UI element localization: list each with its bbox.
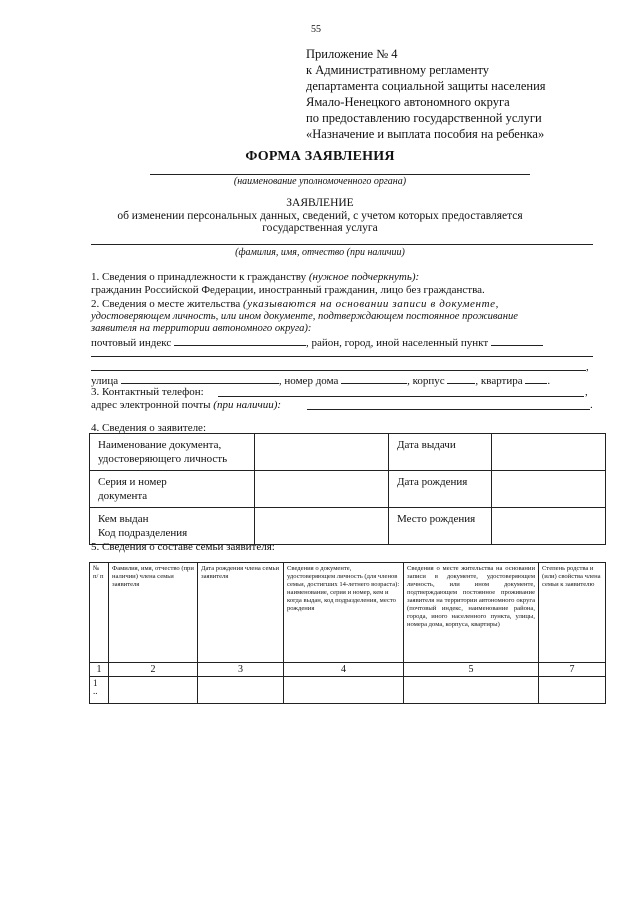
row-number-dots: .. <box>93 686 98 696</box>
issued-by-line: Кем выдан <box>98 513 149 525</box>
issued-by-field[interactable] <box>255 508 389 545</box>
address-line[interactable] <box>91 356 593 357</box>
applicant-table <box>89 433 606 545</box>
family-table <box>89 562 606 704</box>
series-line: Серия и номер <box>98 476 167 488</box>
section2-hint: (указываются на основании записи в документе, <box>243 298 499 310</box>
residence-cell[interactable] <box>404 677 539 704</box>
apartment-field[interactable] <box>525 374 547 384</box>
series-label <box>90 471 255 508</box>
appendix-line: по предоставлению государственной услуги <box>306 111 542 125</box>
birth-date-field[interactable] <box>492 471 606 508</box>
doc-name-label <box>90 434 255 471</box>
email-label: адрес электронной почты <box>91 399 211 411</box>
header-document: Сведения о документе, удостоверяющем личность (для членов семьи, достигших 14-летнего возраста): наименование, серия и номер, кем и когда выдан, код подразделения, место рождения <box>284 563 404 663</box>
phone-field[interactable] <box>218 396 584 397</box>
postal-row <box>91 336 543 349</box>
appendix-line: департамента социальной защиты населения <box>306 79 546 93</box>
appendix-title: Приложение № 4 <box>306 47 398 61</box>
email-row <box>91 399 281 411</box>
kinship-cell[interactable] <box>539 677 606 704</box>
header-birth-date: Дата рождения члена семьи заявителя <box>198 563 284 663</box>
authority-line[interactable] <box>150 174 530 175</box>
series-line: документа <box>98 490 148 502</box>
appendix-line: Ямало-Ненецкого автономного округа <box>306 95 510 109</box>
section4-label: 4. Сведения о заявителе: <box>91 422 207 434</box>
section1-hint: (нужное подчеркнуть): <box>308 271 420 283</box>
doc-name-field[interactable] <box>255 434 389 471</box>
birth-date-cell[interactable] <box>198 677 284 704</box>
authority-caption: (наименование уполномоченного органа) <box>233 176 407 187</box>
section2-label <box>91 298 593 310</box>
birth-date-label: Дата рождения <box>389 471 492 508</box>
building-label: , корпус <box>407 375 445 387</box>
section2-title: 2. Сведения о месте жительства <box>91 298 241 310</box>
comma: , <box>585 386 588 398</box>
row-number-digit: 1 <box>93 678 98 688</box>
document-cell[interactable] <box>284 677 404 704</box>
col-number: 4 <box>284 663 404 677</box>
postal-index-label: почтовый индекс <box>91 337 172 349</box>
section5-label: 5. Сведения о составе семьи заявителя: <box>91 541 275 553</box>
header-residence: Сведения о месте жительства на основании записи в документе, удостоверяющем личность, или ином документе, подтверждающем постоянное проживание заявителя на территории автономного округа (почтовый индекс, наименование района, города, иного населенного пункта, улицы, номера дома, корпуса, квартиры) <box>404 563 539 663</box>
phone-label: 3. Контактный телефон: <box>91 386 204 398</box>
issue-date-label: Дата выдачи <box>389 434 492 471</box>
col-number: 2 <box>109 663 198 677</box>
house-label: , номер дома <box>278 375 339 387</box>
section2-hint: заявителя на территории автономного округа): <box>91 323 312 334</box>
appendix-line: к Административному регламенту <box>306 63 490 77</box>
street-label: улица <box>91 375 119 387</box>
division-code-line: Код подразделения <box>98 527 188 539</box>
form-title: ФОРМА ЗАЯВЛЕНИЯ <box>245 149 395 164</box>
col-number: 7 <box>539 663 606 677</box>
comma: , <box>586 361 589 373</box>
header-number: № п/ п <box>90 563 109 663</box>
section2-hint: удостоверяющем личность, или ином документе, подтверждающем постоянное проживание <box>91 311 518 322</box>
appendix-line: «Назначение и выплата пособия на ребенка» <box>306 127 545 141</box>
email-field[interactable] <box>307 409 590 410</box>
statement-title: ЗАЯВЛЕНИЕ <box>286 197 354 209</box>
period: . <box>547 375 551 387</box>
street-field[interactable] <box>121 374 279 384</box>
row-number <box>90 677 109 704</box>
house-field[interactable] <box>341 374 407 384</box>
header-kinship: Степень родства и (или) свойства члена семьи к заявителю <box>539 563 606 663</box>
fio-line[interactable] <box>91 244 593 245</box>
locality-field[interactable] <box>491 336 543 346</box>
col-number: 3 <box>198 663 284 677</box>
col-number: 5 <box>404 663 539 677</box>
fio-caption: (фамилия, имя, отчество (при наличии) <box>235 247 405 258</box>
header-fio: Фамилия, имя, отчество (при наличии) члена семьи заявителя <box>109 563 198 663</box>
doc-name-line: Наименование документа, <box>98 439 222 451</box>
building-field[interactable] <box>447 374 475 384</box>
period: . <box>590 399 593 411</box>
col-number: 1 <box>90 663 109 677</box>
series-field[interactable] <box>255 471 389 508</box>
postal-index-field[interactable] <box>174 336 306 346</box>
section1-label <box>91 271 419 283</box>
page-number: 55 <box>311 24 321 35</box>
birth-place-label: Место рождения <box>389 508 492 545</box>
phone-row <box>91 386 204 398</box>
apartment-label: , квартира <box>475 375 523 387</box>
section1-title: 1. Сведения о принадлежности к гражданству <box>91 271 307 283</box>
issued-by-label <box>90 508 255 545</box>
address-line[interactable] <box>91 370 586 371</box>
fio-cell[interactable] <box>109 677 198 704</box>
doc-name-line: удостоверяющего личность <box>98 453 228 465</box>
issue-date-field[interactable] <box>492 434 606 471</box>
email-hint: (при наличии): <box>213 399 282 411</box>
citizenship-options[interactable]: гражданин Российской Федерации, иностранный гражданин, лицо без гражданства. <box>91 284 485 296</box>
statement-subtitle: об изменении персональных данных, сведений, с учетом которых предоставляется <box>117 210 523 222</box>
birth-place-field[interactable] <box>492 508 606 545</box>
statement-subtitle: государственная услуга <box>262 222 378 234</box>
district-label: , район, город, иной населенный пункт <box>305 337 489 349</box>
